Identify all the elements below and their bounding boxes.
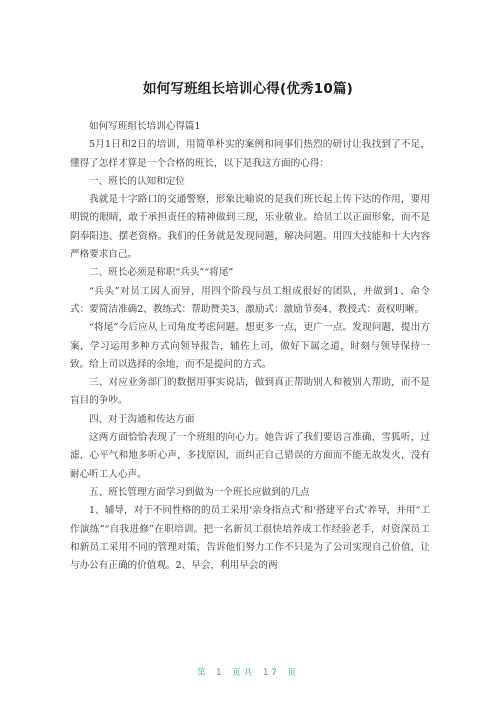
- paragraph: “兵头”对员工因人而异，用四个阶段与员工组成很好的团队，并做到1、命令式：要简洁准确2、教练式：帮助赞美3、激励式：激励节奏4、教授式：责权明晰。: [70, 285, 430, 315]
- page-label-suffix: 页: [287, 668, 300, 678]
- paragraph: 1、辅导，对于不同性格的的员工采用‘亲身指点式’和‘搭建平台式’养导，并用“工作演练”“自我进修”在职培训。把一名新员工很快培养成工作经验老手，对资深员工和新员工采用不同的管理对策，告诉他们努力工作不只是为了公司实现自己价值，让与办公有正确的价值观。2、早会，利用早会的两: [70, 505, 430, 572]
- paragraph: 这两方面恰恰表现了一个班组的向心力。她告诉了我们要语言准确，雪狐听，过滤，心平气和地多听心声，多找原因，而纠正自己错误的方面而不能无故发火，没有耐心听工人心声。: [70, 432, 430, 480]
- page-label-prefix: 第: [196, 668, 209, 678]
- page-current: 1: [216, 668, 225, 678]
- document-body: [70, 118, 430, 575]
- section-heading: 如何写班组长培训心得篇1: [89, 121, 201, 132]
- section-heading: 一、班长的认知和定位: [89, 175, 185, 187]
- paragraph: 三、对应业务部门的数据用事实说话，做到真正帮助别人和被别人帮助，而不是盲目的争吵。: [70, 377, 430, 407]
- page-footer: [0, 666, 496, 678]
- section-heading: 四、对于沟通和传达方面: [89, 413, 195, 425]
- section-heading: 二、班长必须是称职“兵头”“将尾”: [89, 267, 234, 279]
- paragraph: 我就是十字路口的交通警察，形象比喻说的是我们班长起上传下达的作用，要用明锐的眼睛，敢于承担责任的精神做到三现，乐业敬业。给员工以正面形象，而不是阴奉阳违、摆老资格。我们的任务就是发现问题，解决问题。用四大技能和十大内容严格要求自己。: [70, 194, 430, 261]
- page-label-mid: 页共: [232, 668, 256, 678]
- section-heading: 五、班长管理方面学习到做为一个班长应做到的几点: [89, 486, 310, 498]
- document-title: 如何写班组长培训心得(优秀10篇): [142, 81, 354, 97]
- paragraph: “将尾”今后应从上司角度考虑问题。想更多一点，更广一点。发现问题，提出方案，学习运用多种方式向领导报告，辅佐上司，做好下属之道，时刻与领导保持一致。给上司以选择的余地，而不是提问的方式。: [70, 322, 430, 370]
- page-total: 17: [263, 668, 280, 678]
- paragraph: 5月1日和2日的培训，用简单朴实的案例和同事们热烈的研讨让我找到了不足，懂得了怎样才算是一个合格的班长，以下是我这方面的心得：: [70, 139, 430, 169]
